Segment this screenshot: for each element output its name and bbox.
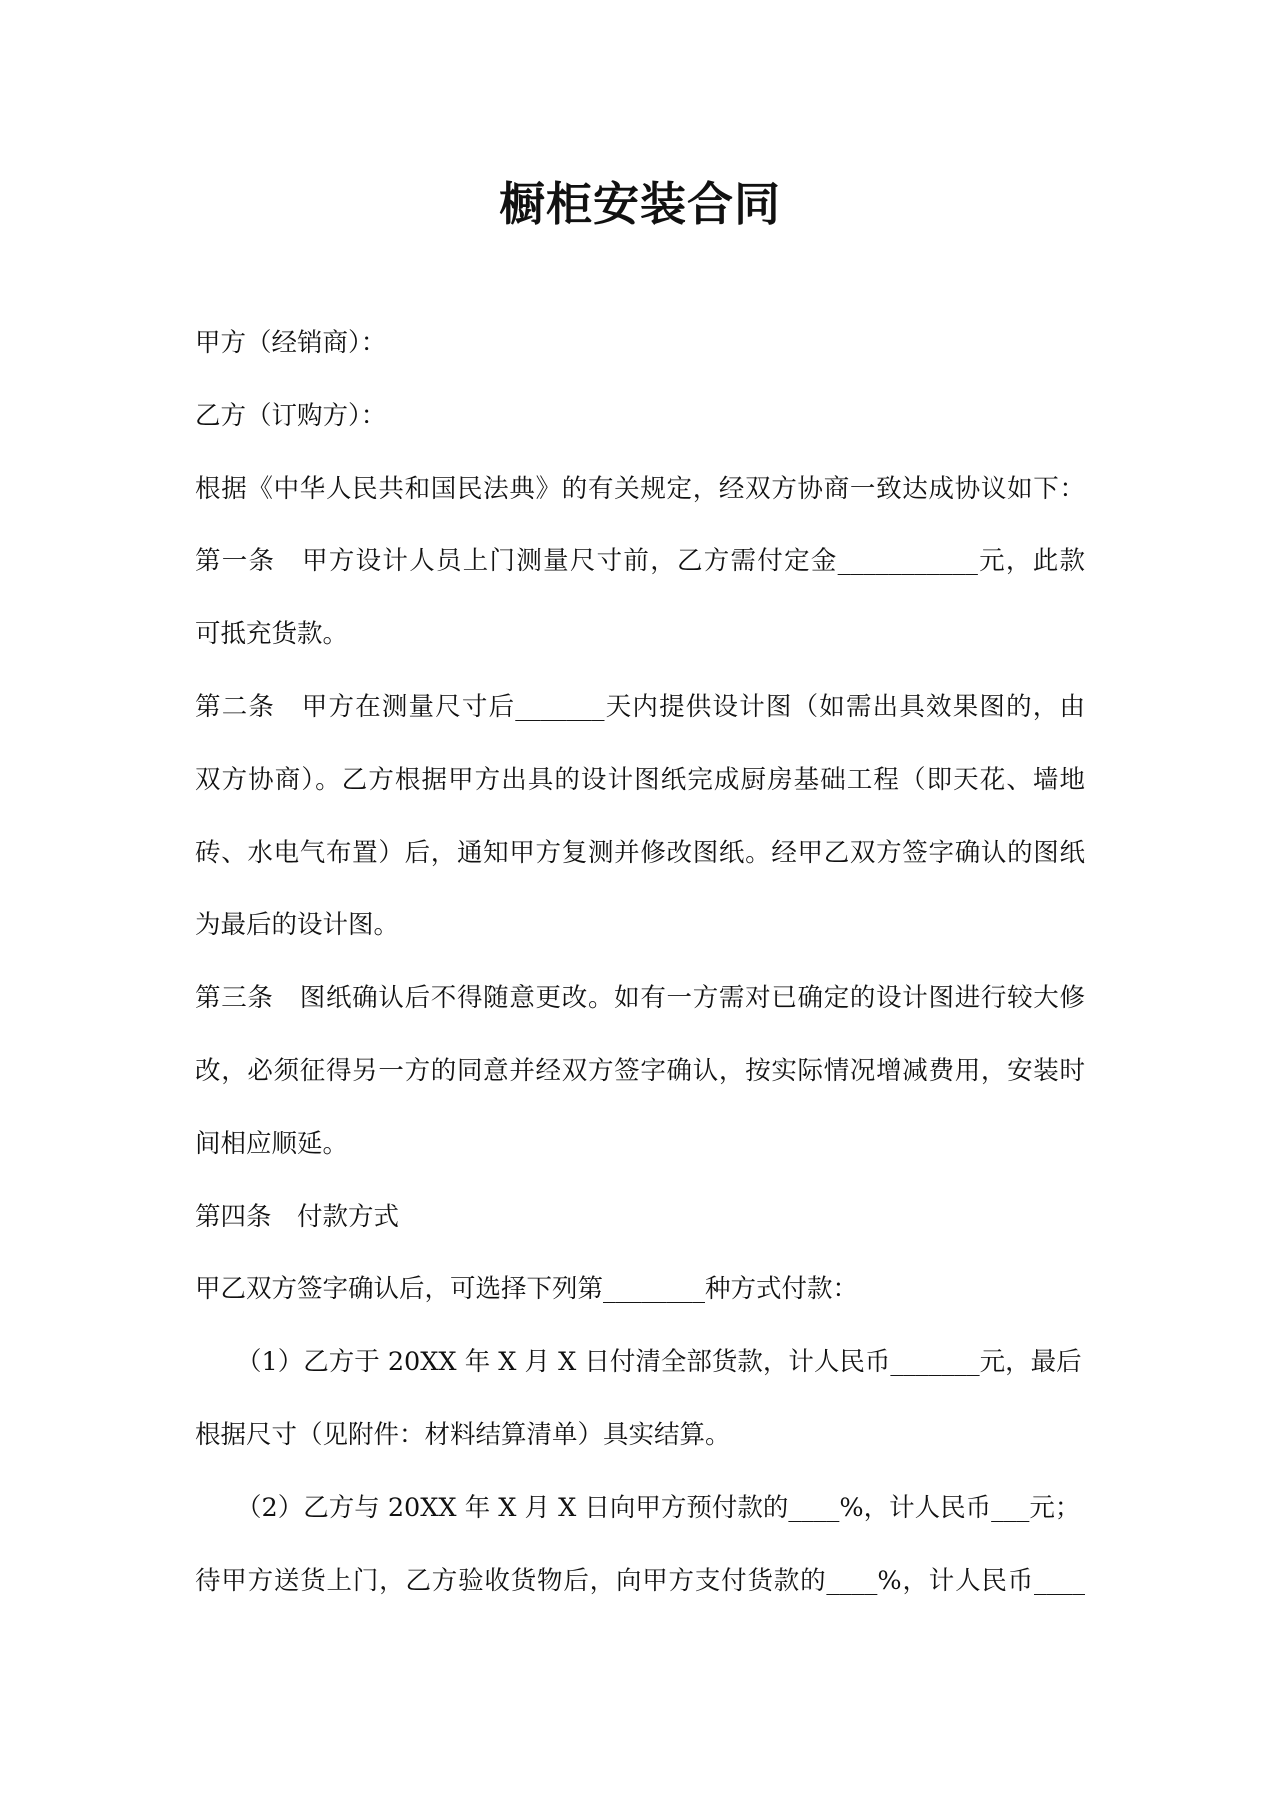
article-1-line: 可抵充货款。 [195,619,349,650]
article-2-line: 双方协商）。乙方根据甲方出具的设计图纸完成厨房基础工程（即天花、墙地 [195,764,1085,795]
article-3-line: 间相应顺延。 [195,1128,349,1159]
party-a-line: 甲方（经销商）： [195,328,387,358]
article-3-line: 第三条 图纸确认后不得随意更改。如有一方需对已确定的设计图进行较大修 [195,983,1085,1014]
payment-option-1-line: 根据尺寸（见附件：材料结算清单）具实结算。 [195,1419,731,1450]
article-3-line: 改，必须征得另一方的同意并经双方签字确认，按实际情况增减费用，安装时 [195,1055,1085,1086]
document-title: 橱柜安装合同 [499,177,781,231]
party-b-line: 乙方（订购方）： [195,400,387,431]
preamble-line: 根据《中华人民共和国民法典》的有关规定，经双方协商一致达成协议如下： [195,473,1085,504]
article-2-line: 为最后的设计图。 [195,910,400,941]
payment-option-2-line: （2）乙方与 20XX 年 X 月 X 日向甲方预付款的____%，计人民币___元； [236,1492,1081,1523]
payment-option-1-line: （1）乙方于 20XX 年 X 月 X 日付清全部货款，计人民币_______元，最后 [236,1347,1082,1378]
article-1-line: 第一条 甲方设计人员上门测量尺寸前，乙方需付定金___________元，此款 [195,546,1085,577]
article-4-heading: 第四条 付款方式 [195,1201,400,1232]
article-2-line: 砖、水电气布置）后，通知甲方复测并修改图纸。经甲乙双方签字确认的图纸 [195,837,1085,868]
payment-intro-line: 甲乙双方签字确认后，可选择下列第________种方式付款： [195,1274,859,1305]
contract-body [195,307,1085,1617]
payment-option-2-line: 待甲方送货上门，乙方验收货物后，向甲方支付货款的____%，计人民币____ [195,1565,1085,1596]
article-2-line: 第二条 甲方在测量尺寸后_______天内提供设计图（如需出具效果图的，由 [195,691,1085,722]
